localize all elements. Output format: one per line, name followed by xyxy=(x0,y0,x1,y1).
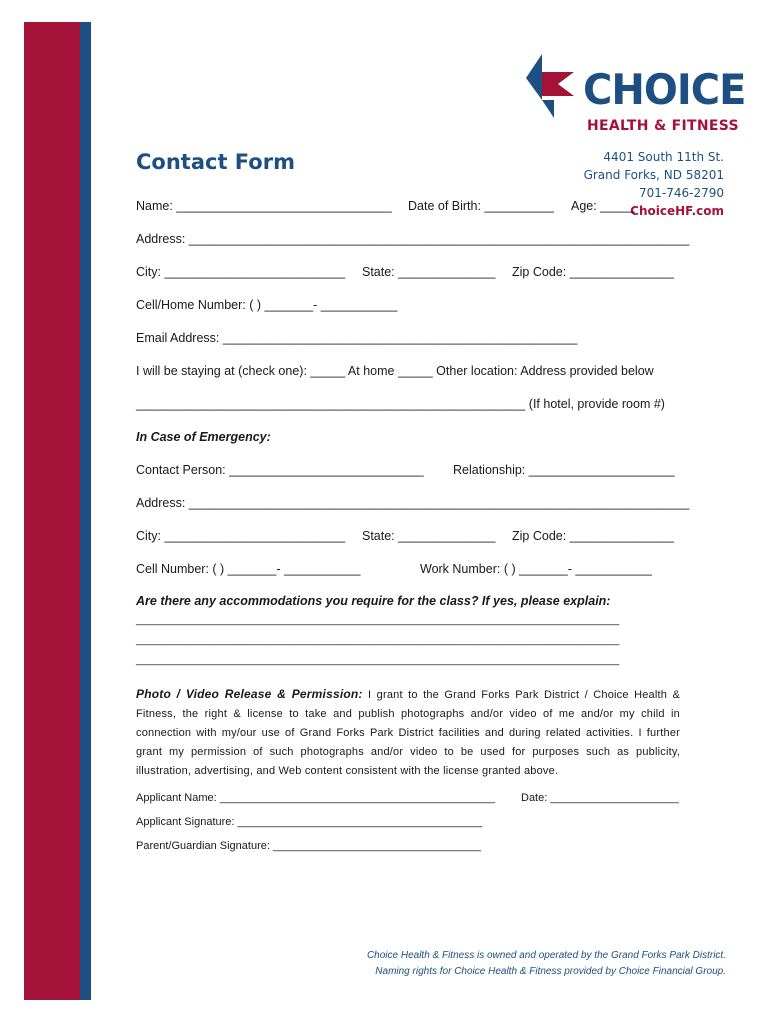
applicant-signature-field[interactable]: Applicant Signature: ________________________________________ xyxy=(136,816,483,828)
emergency-work-field[interactable]: Work Number: ( ) _______- ___________ xyxy=(420,562,652,576)
applicant-name-field[interactable]: Applicant Name: _____________________________________________ xyxy=(136,792,496,804)
email-field[interactable]: Email Address: ___________________________________________________ xyxy=(136,331,578,345)
staying-location-field[interactable]: I will be staying at (check one): _____ At home _____ Other location: Address provided below xyxy=(136,364,654,378)
accommodations-line-2[interactable]: _______________________________________________________________________________ xyxy=(136,634,620,646)
state-field[interactable]: State: ______________ xyxy=(362,265,496,279)
age-field[interactable]: Age: _____ xyxy=(571,199,635,213)
page-title: Contact Form xyxy=(136,150,295,174)
choice-logo-mark-icon xyxy=(524,54,576,118)
website-link[interactable]: ChoiceHF.com xyxy=(630,204,724,218)
emergency-contact-field[interactable]: Contact Person: ____________________________ xyxy=(136,463,424,477)
emergency-cell-field[interactable]: Cell Number: ( ) _______- ___________ xyxy=(136,562,361,576)
photo-release-heading: Photo / Video Release & Permission: xyxy=(136,687,363,701)
footer-note xyxy=(367,948,726,980)
zip-field[interactable]: Zip Code: _______________ xyxy=(512,265,674,279)
accommodations-line-3[interactable]: _______________________________________________________________________________ xyxy=(136,654,620,666)
emergency-heading: In Case of Emergency: xyxy=(136,430,271,444)
emergency-address-field[interactable]: Address: ________________________________________________________________________ xyxy=(136,496,690,510)
left-red-bar xyxy=(24,22,80,1000)
photo-release-text: I grant to the Grand Forks Park District / Choice Health & Fitness, the right & license to take and publish photographs and/or video of me and/or my child in connection with my/our use of Grand Forks Park District facilities and during related activities. I further grant my permission of such photographs and/or video to be used for purposes such as publicity, illustration, advertising, and Web content consistent with the license granted above. xyxy=(136,689,680,777)
left-blue-bar xyxy=(80,22,91,1000)
hotel-address-field[interactable]: ________________________________________________________ (If hotel, provide room #) xyxy=(136,397,665,411)
phone-field[interactable]: Cell/Home Number: ( ) _______- ___________ xyxy=(136,298,398,312)
city-field[interactable]: City: __________________________ xyxy=(136,265,346,279)
dob-field[interactable]: Date of Birth: __________ xyxy=(408,199,554,213)
choice-logo xyxy=(524,54,746,140)
emergency-city-field[interactable]: City: __________________________ xyxy=(136,529,346,543)
photo-release-paragraph xyxy=(136,685,680,781)
footer-line-2: Naming rights for Choice Health & Fitness provided by Choice Financial Group. xyxy=(375,966,726,977)
emergency-state-field[interactable]: State: ______________ xyxy=(362,529,496,543)
accommodations-question: Are there any accommodations you require for the class? If yes, please explain: xyxy=(136,594,611,608)
address-line-2: Grand Forks, ND 58201 xyxy=(583,168,724,182)
phone-number: 701-746-2790 xyxy=(638,186,724,200)
guardian-signature-field[interactable]: Parent/Guardian Signature: __________________________________ xyxy=(136,840,481,852)
date-field[interactable]: Date: _____________________ xyxy=(521,792,679,804)
relationship-field[interactable]: Relationship: _____________________ xyxy=(453,463,675,477)
address-line-1: 4401 South 11th St. xyxy=(603,150,724,164)
footer-line-1: Choice Health & Fitness is owned and operated by the Grand Forks Park District. xyxy=(366,950,726,961)
brand-tagline: HEALTH & FITNESS xyxy=(587,118,739,134)
accommodations-line-1[interactable]: _______________________________________________________________________________ xyxy=(136,614,620,626)
address-field[interactable]: Address: ________________________________________________________________________ xyxy=(136,232,690,246)
brand-name: CHOICE xyxy=(583,66,746,115)
emergency-zip-field[interactable]: Zip Code: _______________ xyxy=(512,529,674,543)
name-field[interactable]: Name: _______________________________ xyxy=(136,199,392,213)
